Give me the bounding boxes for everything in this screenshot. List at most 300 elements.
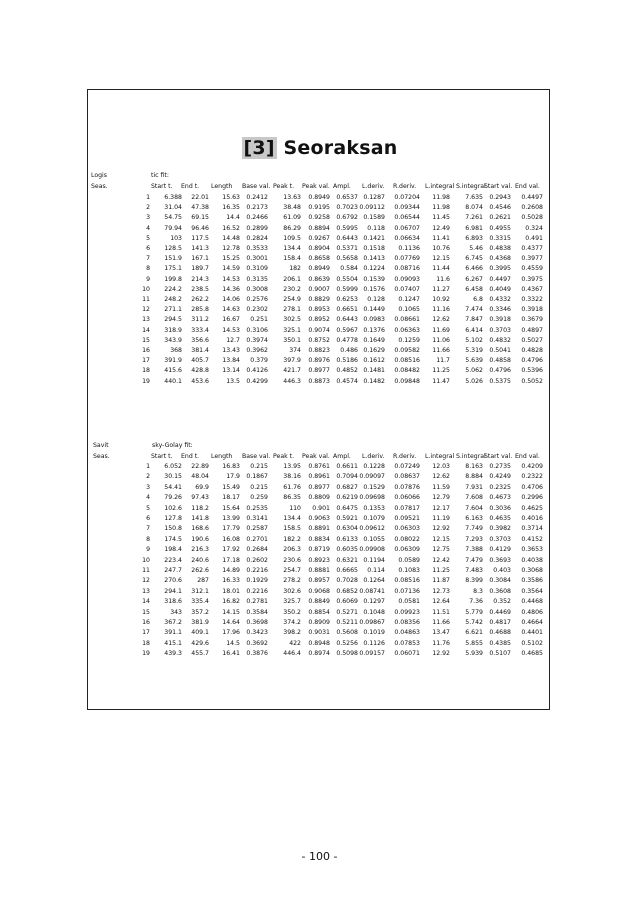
season-cell: 15	[142, 608, 150, 616]
value-cell: 0.8957	[308, 577, 330, 585]
value-cell: 0.2216	[246, 567, 268, 574]
value-cell: 325.1	[283, 326, 301, 334]
value-cell: 10.92	[432, 296, 450, 303]
table-row	[0, 327, 639, 336]
value-cell: 0.5658	[336, 255, 358, 263]
value-cell: 357.2	[191, 608, 209, 616]
value-cell: 0.8658	[308, 255, 330, 263]
value-cell: 0.09097	[359, 473, 385, 481]
season-cell: 4	[146, 224, 150, 232]
value-cell: 11.69	[432, 326, 450, 334]
column-header: Peak t.	[273, 453, 295, 460]
season-cell: 16	[142, 619, 150, 626]
column-header: L.integral	[425, 183, 455, 190]
value-cell: 0.8894	[308, 224, 330, 232]
value-cell: 0.6304	[336, 525, 358, 533]
column-header: Length	[211, 453, 233, 460]
table-row	[0, 588, 639, 597]
value-cell: 397.9	[283, 357, 301, 365]
value-cell: 278.2	[283, 577, 301, 585]
value-cell: 294.5	[164, 316, 182, 324]
season-cell: 3	[146, 214, 150, 222]
value-cell: 12.49	[432, 224, 450, 232]
value-cell: 0.06363	[394, 326, 420, 334]
value-cell: 0.07769	[394, 255, 420, 263]
value-cell: 0.6069	[336, 598, 358, 606]
value-cell: 0.9258	[308, 214, 330, 222]
value-cell: 0.09521	[394, 515, 420, 522]
value-cell: 391.9	[164, 357, 182, 365]
value-cell: 0.3679	[521, 316, 543, 324]
value-cell: 7.608	[465, 494, 483, 502]
value-cell: 0.07876	[394, 483, 420, 491]
value-cell: 0.4559	[521, 265, 543, 273]
value-cell: 11.87	[432, 577, 450, 585]
value-cell: 11.16	[432, 306, 450, 314]
value-cell: 5.742	[465, 619, 483, 626]
value-cell: 0.8881	[308, 567, 330, 574]
column-header: Peak val.	[302, 453, 330, 460]
value-cell: 8.163	[465, 463, 483, 470]
value-cell: 7.474	[465, 306, 483, 314]
section1-label: Logis	[91, 172, 107, 179]
value-cell: 0.6651	[336, 306, 358, 314]
value-cell: 0.4126	[246, 367, 268, 375]
value-cell: 0.09344	[394, 204, 420, 212]
value-cell: 0.4497	[489, 275, 511, 283]
value-cell: 415.1	[164, 639, 182, 647]
value-cell: 214.3	[191, 275, 209, 283]
value-cell: 0.09698	[359, 494, 385, 502]
value-cell: 0.8977	[308, 367, 330, 375]
value-cell: 151.9	[164, 255, 182, 263]
value-cell: 440.1	[164, 377, 182, 385]
value-cell: 0.07407	[394, 285, 420, 293]
value-cell: 0.4625	[521, 504, 543, 512]
table-row	[0, 255, 639, 264]
value-cell: 335.4	[191, 598, 209, 606]
value-cell: 69.15	[191, 214, 209, 222]
value-cell: 0.2943	[489, 194, 511, 201]
value-cell: 7.749	[465, 525, 483, 533]
value-cell: 8.884	[465, 473, 483, 481]
value-cell: 0.1589	[363, 214, 385, 222]
value-cell: 0.3586	[521, 577, 543, 585]
value-cell: 15.64	[222, 504, 240, 512]
table-row	[0, 296, 639, 305]
season-cell: 15	[142, 336, 150, 344]
value-cell: 174.5	[164, 535, 182, 543]
value-cell: 0.6321	[336, 556, 358, 564]
value-cell: 0.3423	[246, 629, 268, 637]
value-cell: 0.4858	[489, 357, 511, 365]
section2-label-suffix: sky-Golay fit:	[152, 442, 193, 449]
value-cell: 18.01	[222, 587, 240, 595]
value-cell: 0.2684	[246, 546, 268, 554]
value-cell: 16.33	[222, 577, 240, 585]
value-cell: 17.9	[226, 473, 240, 481]
value-cell: 0.1353	[363, 504, 385, 512]
value-cell: 0.8909	[308, 619, 330, 626]
value-cell: 0.8854	[308, 608, 330, 616]
value-cell: 12.64	[432, 598, 450, 606]
value-cell: 381.9	[191, 619, 209, 626]
value-cell: 0.2899	[246, 224, 268, 232]
value-cell: 0.4332	[489, 296, 511, 303]
value-cell: 0.403	[493, 567, 511, 574]
value-cell: 38.48	[283, 204, 301, 212]
value-cell: 0.7028	[336, 577, 358, 585]
table-row	[0, 567, 639, 576]
value-cell: 12.42	[432, 556, 450, 564]
value-cell: 0.06634	[394, 234, 420, 242]
value-cell: 0.08637	[394, 473, 420, 481]
value-cell: 254.7	[283, 567, 301, 574]
value-cell: 0.9267	[308, 234, 330, 242]
value-cell: 0.3918	[489, 316, 511, 324]
season-cell: 2	[146, 473, 150, 481]
value-cell: 12.15	[432, 535, 450, 543]
value-cell: 0.08516	[394, 357, 420, 365]
value-cell: 0.1224	[363, 265, 385, 273]
value-cell: 7.293	[465, 535, 483, 543]
value-cell: 0.1079	[363, 515, 385, 522]
column-header: End t.	[181, 453, 200, 460]
value-cell: 134.4	[283, 245, 301, 252]
value-cell: 189.7	[191, 265, 209, 273]
value-cell: 18.17	[222, 494, 240, 502]
value-cell: 0.6035	[336, 546, 358, 554]
value-cell: 0.1421	[363, 234, 385, 242]
value-cell: 7.479	[465, 556, 483, 564]
table-row	[0, 640, 639, 649]
value-cell: 199.8	[164, 275, 182, 283]
table-row	[0, 347, 639, 356]
value-cell: 7.388	[465, 546, 483, 554]
value-cell: 16.67	[222, 316, 240, 324]
value-cell: 16.41	[222, 650, 240, 658]
value-cell: 118.2	[191, 504, 209, 512]
value-cell: 69.9	[195, 483, 209, 491]
value-cell: 248.2	[164, 296, 182, 303]
season-cell: 11	[142, 567, 150, 574]
value-cell: 12.92	[432, 650, 450, 658]
value-cell: 7.635	[465, 194, 483, 201]
value-cell: 11.51	[432, 608, 450, 616]
value-cell: 0.4129	[489, 546, 511, 554]
value-cell: 0.07204	[394, 194, 420, 201]
value-cell: 0.9007	[308, 285, 330, 293]
value-cell: 38.16	[283, 473, 301, 481]
table-row	[0, 265, 639, 274]
value-cell: 0.1126	[363, 639, 385, 647]
value-cell: 0.0983	[363, 316, 385, 324]
value-cell: 7.36	[469, 598, 483, 606]
value-cell: 0.7023	[336, 204, 358, 212]
value-cell: 343	[170, 608, 182, 616]
value-cell: 0.09908	[359, 546, 385, 554]
value-cell: 0.4574	[336, 377, 358, 385]
value-cell: 0.2996	[521, 494, 543, 502]
value-cell: 0.2608	[521, 204, 543, 212]
season-cell: 8	[146, 535, 150, 543]
season-cell: 7	[146, 525, 150, 533]
value-cell: 0.8949	[308, 265, 330, 273]
column-header: End t.	[181, 183, 200, 190]
value-cell: 5.939	[465, 650, 483, 658]
value-cell: 167.1	[191, 255, 209, 263]
value-cell: 0.3703	[489, 535, 511, 543]
value-cell: 429.6	[191, 639, 209, 647]
value-cell: 0.2173	[246, 204, 268, 212]
value-cell: 0.4367	[521, 285, 543, 293]
value-cell: 6.458	[465, 285, 483, 293]
value-cell: 7.604	[465, 504, 483, 512]
value-cell: 31.04	[164, 204, 182, 212]
value-cell: 224.2	[164, 285, 182, 293]
column-header: Peak val.	[302, 183, 330, 190]
value-cell: 325.7	[283, 598, 301, 606]
value-cell: 0.6133	[336, 535, 358, 543]
value-cell: 0.2466	[246, 214, 268, 222]
value-cell: 11.7	[436, 357, 450, 365]
value-cell: 0.8974	[308, 650, 330, 658]
value-cell: 12.92	[432, 525, 450, 533]
season-cell: 1	[146, 194, 150, 201]
value-cell: 86.29	[283, 224, 301, 232]
value-cell: 15.25	[222, 255, 240, 263]
table-row	[0, 286, 639, 295]
value-cell: 318.9	[164, 326, 182, 334]
season-cell: 6	[146, 515, 150, 522]
value-cell: 0.4706	[521, 483, 543, 491]
value-cell: 0.1649	[363, 336, 385, 344]
value-cell: 350.1	[283, 336, 301, 344]
value-cell: 0.09093	[394, 275, 420, 283]
value-cell: 0.3141	[246, 515, 268, 522]
value-cell: 0.3036	[489, 504, 511, 512]
value-cell: 16.35	[222, 204, 240, 212]
value-cell: 446.4	[283, 650, 301, 658]
value-cell: 12.62	[432, 473, 450, 481]
value-cell: 30.15	[164, 473, 182, 481]
value-cell: 0.04863	[394, 629, 420, 637]
value-cell: 14.36	[222, 285, 240, 293]
value-cell: 0.2412	[246, 194, 268, 201]
season-cell: 16	[142, 347, 150, 354]
value-cell: 0.4038	[521, 556, 543, 564]
value-cell: 0.1048	[363, 608, 385, 616]
table-row	[0, 577, 639, 586]
value-cell: 0.8976	[308, 357, 330, 365]
season-cell: 19	[142, 650, 150, 658]
table-row	[0, 337, 639, 346]
table-row	[0, 619, 639, 628]
value-cell: 0.5256	[336, 639, 358, 647]
table-row	[0, 235, 639, 244]
table-row	[0, 473, 639, 482]
value-cell: 381.4	[191, 347, 209, 354]
column-header: End val.	[515, 183, 540, 190]
value-cell: 0.0589	[398, 556, 420, 564]
value-cell: 0.8952	[308, 316, 330, 324]
value-cell: 11.27	[432, 285, 450, 293]
value-cell: 13.14	[222, 367, 240, 375]
season-cell: 9	[146, 275, 150, 283]
value-cell: 0.8761	[308, 463, 330, 470]
title-text: Seoraksan	[283, 137, 398, 159]
value-cell: 0.09582	[394, 347, 420, 354]
value-cell: 0.1264	[363, 577, 385, 585]
value-cell: 391.1	[164, 629, 182, 637]
value-cell: 0.4664	[521, 619, 543, 626]
column-header: Base val.	[242, 453, 271, 460]
value-cell: 0.3876	[246, 650, 268, 658]
column-header: Ampl.	[333, 453, 351, 460]
value-cell: 0.6537	[336, 194, 358, 201]
value-cell: 0.5608	[336, 629, 358, 637]
column-header: Peak t.	[273, 183, 295, 190]
value-cell: 12.75	[432, 546, 450, 554]
value-cell: 0.7094	[336, 473, 358, 481]
value-cell: 0.5271	[336, 608, 358, 616]
value-cell: 0.4497	[521, 194, 543, 201]
value-cell: 270.6	[164, 577, 182, 585]
value-cell: 0.8829	[308, 296, 330, 303]
value-cell: 103	[170, 234, 182, 242]
value-cell: 0.1287	[363, 194, 385, 201]
table-row	[0, 598, 639, 607]
value-cell: 0.1194	[363, 556, 385, 564]
value-cell: 0.1481	[363, 367, 385, 375]
value-cell: 6.267	[465, 275, 483, 283]
value-cell: 0.5375	[489, 377, 511, 385]
value-cell: 0.3918	[521, 306, 543, 314]
value-cell: 11.44	[432, 265, 450, 273]
value-cell: 17.96	[222, 629, 240, 637]
table-row	[0, 463, 639, 472]
value-cell: 86.35	[283, 494, 301, 502]
value-cell: 0.6611	[336, 463, 358, 470]
value-cell: 0.5098	[336, 650, 358, 658]
value-cell: 0.4828	[521, 347, 543, 354]
value-cell: 5.062	[465, 367, 483, 375]
value-cell: 0.3703	[489, 326, 511, 334]
value-cell: 0.1518	[363, 245, 385, 252]
value-cell: 0.4468	[521, 598, 543, 606]
value-cell: 0.1612	[363, 357, 385, 365]
value-cell: 54.41	[164, 483, 182, 491]
value-cell: 0.1413	[363, 255, 385, 263]
value-cell: 97.43	[191, 494, 209, 502]
value-cell: 318.6	[164, 598, 182, 606]
value-cell: 0.3975	[521, 275, 543, 283]
value-cell: 0.06071	[394, 650, 420, 658]
value-cell: 343.9	[164, 336, 182, 344]
table-row	[0, 316, 639, 325]
value-cell: 13.95	[283, 463, 301, 470]
table-row	[0, 515, 639, 524]
value-cell: 175.1	[164, 265, 182, 273]
value-cell: 11.19	[432, 515, 450, 522]
value-cell: 14.59	[222, 265, 240, 273]
table-row	[0, 194, 639, 203]
value-cell: 0.3346	[489, 306, 511, 314]
value-cell: 0.4838	[489, 245, 511, 252]
column-header: Start val.	[484, 183, 513, 190]
value-cell: 312.1	[191, 587, 209, 595]
value-cell: 14.64	[222, 619, 240, 626]
value-cell: 0.4955	[489, 224, 511, 232]
value-cell: 0.2576	[246, 296, 268, 303]
value-cell: 0.1259	[398, 336, 420, 344]
value-cell: 0.4688	[489, 629, 511, 637]
value-cell: 6.745	[465, 255, 483, 263]
value-cell: 0.1065	[398, 306, 420, 314]
value-cell: 11.06	[432, 336, 450, 344]
value-cell: 0.8639	[308, 275, 330, 283]
value-cell: 0.1228	[363, 463, 385, 470]
value-cell: 11.45	[432, 214, 450, 222]
value-cell: 6.414	[465, 326, 483, 334]
value-cell: 0.8961	[308, 473, 330, 481]
value-cell: 14.06	[222, 296, 240, 303]
season-cell: 12	[142, 306, 150, 314]
value-cell: 0.5027	[521, 336, 543, 344]
value-cell: 6.466	[465, 265, 483, 273]
table-row	[0, 204, 639, 213]
value-cell: 0.9031	[308, 629, 330, 637]
value-cell: 0.4635	[489, 515, 511, 522]
value-cell: 0.6475	[336, 504, 358, 512]
value-cell: 5.102	[465, 336, 483, 344]
value-cell: 0.4897	[521, 326, 543, 334]
value-cell: 12.15	[432, 255, 450, 263]
value-cell: 22.89	[191, 463, 209, 470]
value-cell: 0.3584	[246, 608, 268, 616]
value-cell: 0.3698	[246, 619, 268, 626]
value-cell: 0.4778	[336, 336, 358, 344]
column-header: L.deriv.	[362, 453, 385, 460]
season-cell: 2	[146, 204, 150, 212]
value-cell: 13.5	[226, 377, 240, 385]
value-cell: 0.5995	[336, 224, 358, 232]
value-cell: 0.5504	[336, 275, 358, 283]
value-cell: 0.4016	[521, 515, 543, 522]
value-cell: 0.3564	[521, 587, 543, 595]
value-cell: 5.46	[469, 245, 483, 252]
value-cell: 0.1482	[363, 377, 385, 385]
season-cell: 11	[142, 296, 150, 303]
value-cell: 12.7	[226, 336, 240, 344]
season-cell: 6	[146, 245, 150, 252]
value-cell: 0.2824	[246, 234, 268, 242]
value-cell: 0.09848	[394, 377, 420, 385]
table-row	[0, 306, 639, 315]
value-cell: 61.76	[283, 483, 301, 491]
value-cell: 0.324	[525, 224, 543, 232]
table-row	[0, 525, 639, 534]
value-cell: 5.026	[465, 377, 483, 385]
value-cell: 398.2	[283, 629, 301, 637]
column-header: Start t.	[151, 453, 173, 460]
value-cell: 0.1376	[363, 326, 385, 334]
season-cell: 3	[146, 483, 150, 491]
value-cell: 0.2322	[521, 473, 543, 481]
value-cell: 0.3315	[489, 234, 511, 242]
value-cell: 247.7	[164, 567, 182, 574]
value-cell: 14.5	[226, 639, 240, 647]
